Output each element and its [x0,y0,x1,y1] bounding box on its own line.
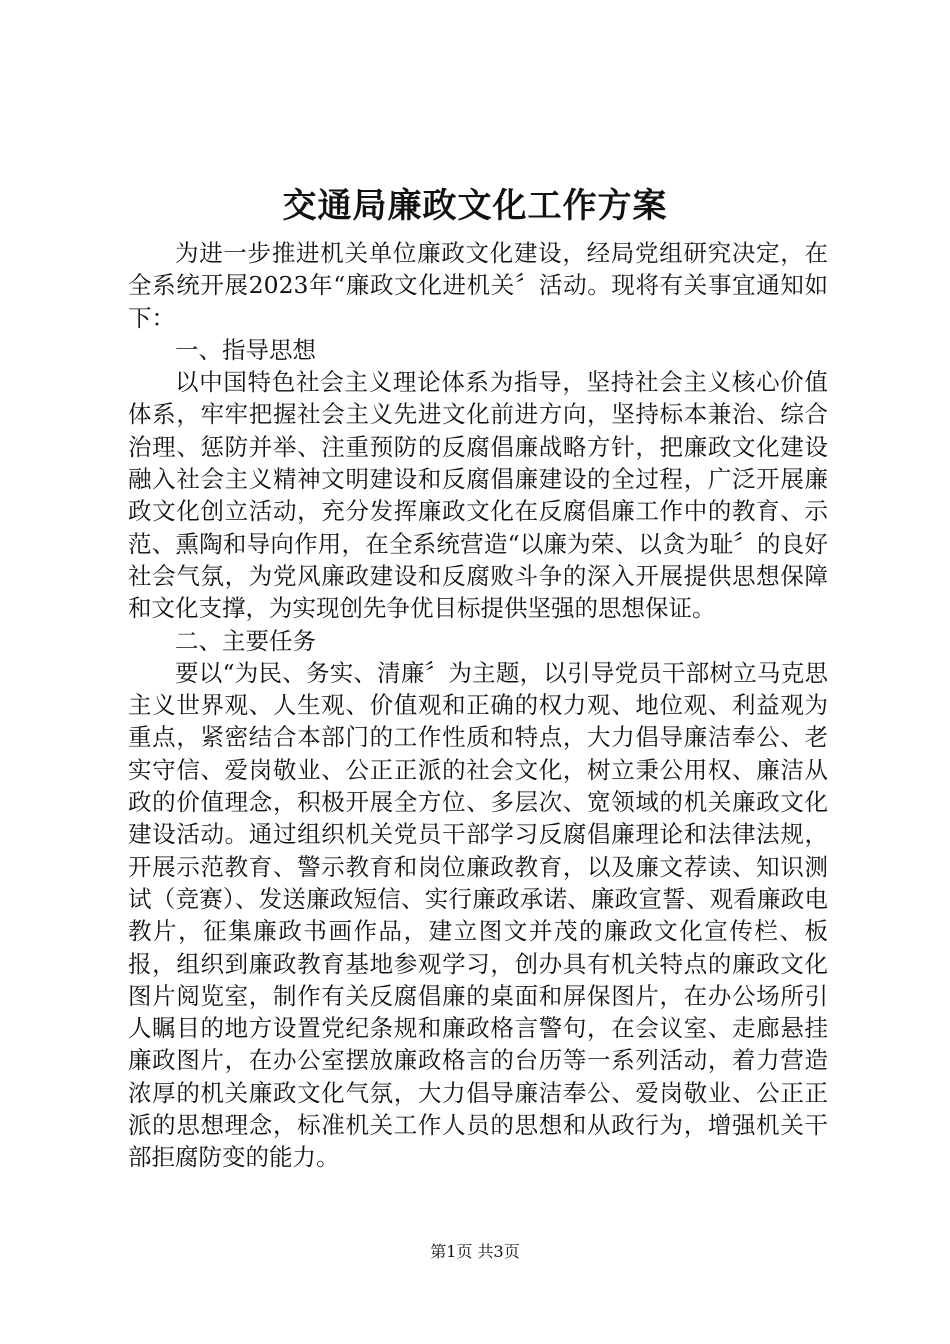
section-body-guiding-ideology: 以中国特色社会主义理论体系为指导，坚持社会主义核心价值体系，牢牢把握社会主义先进文化前进方向，坚持标本兼治、综合治理、惩防并举、注重预防的反腐倡廉战略方针，把廉政文化建设融入社会主义精神文明建设和反腐倡廉建设的全过程，广泛开展廉政文化创立活动，充分发挥廉政文化在反腐倡廉工作中的教育、示范、熏陶和导向作用，在全系统营造“以廉为荣、以贪为耻〞的良好社会气氛，为党风廉政建设和反腐败斗争的深入开展提供思想保障和文化支撑，为实现创先争优目标提供坚强的思想保证。 [128,368,828,623]
document-title: 交通局廉政文化工作方案 [282,186,668,226]
document-body [128,237,828,1174]
page-footer: 第1页 共3页 [430,1242,520,1261]
intro-paragraph: 为进一步推进机关单位廉政文化建设，经局党组研究决定，在全系统开展2023年“廉政文化进机关〞活动。现将有关事宜通知如下： [128,239,828,332]
section-heading-guiding-ideology: 一、指导思想 [175,335,316,364]
section-body-main-tasks: 要以“为民、务实、清廉〞为主题，以引导党员干部树立马克思主义世界观、人生观、价值观和正确的权力观、地位观、利益观为重点，紧密结合本部门的工作性质和特点，大力倡导廉洁奉公、老实守信、爱岗敬业、公正正派的社会文化，树立秉公用权、廉洁从政的价值理念，积极开展全方位、多层次、宽领域的机关廉政文化建设活动。通过组织机关党员干部学习反腐倡廉理论和法律法规，开展示范教育、警示教育和岗位廉政教育，以及廉文荐读、知识测试（竞赛）、发送廉政短信、实行廉政承诺、廉政宣誓、观看廉政电教片，征集廉政书画作品，建立图文并茂的廉政文化宣传栏、板报，组织到廉政教育基地参观学习，创办具有机关特点的廉政文化图片阅览室，制作有关反腐倡廉的桌面和屏保图片，在办公场所引人瞩目的地方设置党纪条规和廉政格言警句，在会议室、走廊悬挂廉政图片，在办公室摆放廉政格言的台历等一系列活动，着力营造浓厚的机关廉政文化气氛，大力倡导廉洁奉公、爱岗敬业、公正正派的思想理念，标准机关工作人员的思想和从政行为，增强机关干部拒腐防变的能力。 [128,658,828,1172]
section-heading-main-tasks: 二、主要任务 [175,626,316,655]
